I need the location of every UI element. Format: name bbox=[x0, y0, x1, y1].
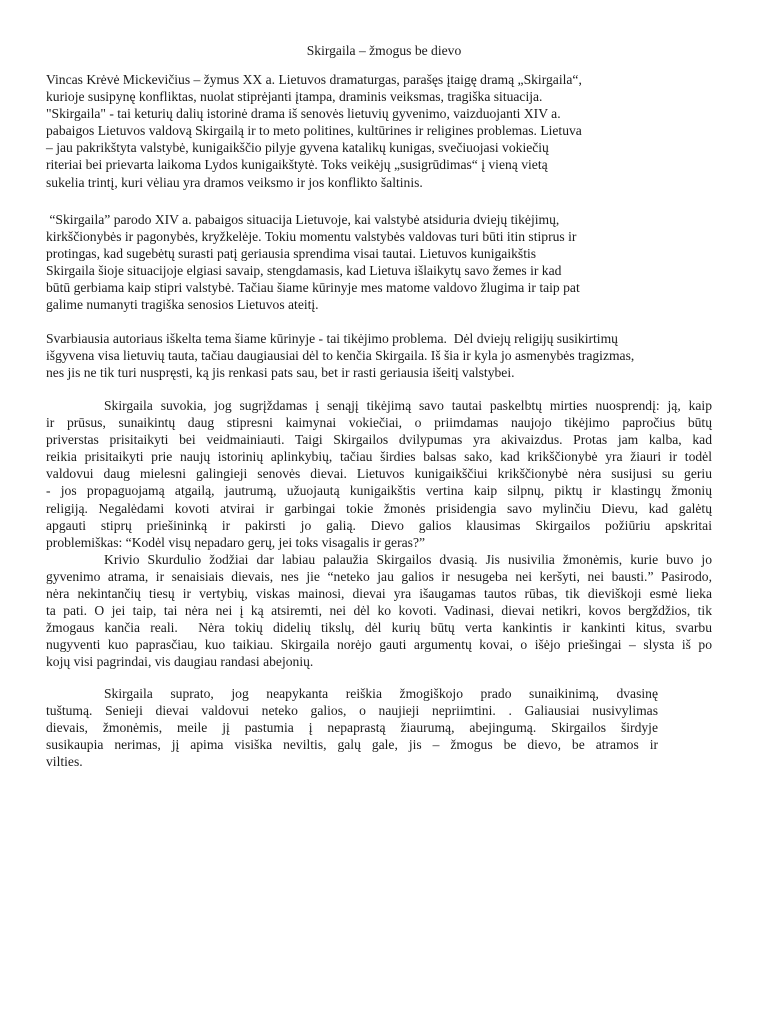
text-line: religiją. Negalėdami kovoti atvirai ir garbingai tokie žmonės prisidengia savo mylinčiu Dievu, kad galėtų bbox=[46, 500, 712, 516]
text-line: dievais, žmonėmis, meile jį pastumia į nepaprastą žiaurumą, abejingumą. Skirgailos širdyje bbox=[46, 720, 658, 736]
paragraph-theme bbox=[46, 330, 634, 381]
text-line: valdovui daug mielesni galingieji senovės dievai. Lietuvos kunigaikščiui krikščionybė nėra susijusi su geriu bbox=[46, 466, 712, 482]
text-line: protingas, kad sugebėtų surasti patį geriausia sprendima visai tautai. Lietuvos kunigaikštis bbox=[46, 246, 537, 262]
paragraph-situation bbox=[46, 211, 580, 314]
text-line: pabaigos Lietuvos valdovą Skirgailą ir to meto politines, kultūrines ir religines problemas. Lietuva bbox=[46, 123, 582, 139]
text-line: žmogaus kančia reali. Nėra tokių didelių tikslų, dėl kurių būtų verta kankintis ir kankinti kitus, svarbu bbox=[46, 620, 712, 636]
text-line: Skirgaila šioje situacijoje elgiasi savaip, stengdamasis, kad Lietuva išlaikytų savo žemes ir kad bbox=[46, 263, 562, 279]
text-line: kurioje susipynę konfliktas, nuolat stiprėjanti įtampa, draminis veiksmas, tragiška situacija. bbox=[46, 89, 543, 105]
text-line: Krivio Skurdulio žodžiai dar labiau palaužia Skirgailos dvasią. Jis nusivilia žmonėmis, kurie buvo jo bbox=[104, 551, 712, 567]
text-line: Skirgaila suvokia, jog sugrįždamas į senąjį tikėjimą savo tautai paskelbtų mirties nuosprendį: ją, kaip bbox=[104, 398, 712, 413]
text-line: riteriai bei prievarta laikoma Lydos kunigaikštytė. Toks veikėjų „susigrūdimas“ į vieną vietą bbox=[46, 157, 548, 173]
text-line: kojų visi pagrindai, vis daugiau randasi abejonių. bbox=[46, 654, 314, 670]
text-line: “Skirgaila” parodo XIV a. pabaigos situacija Lietuvoje, kai valstybė atsiduria dviejų tikėjimų, bbox=[46, 212, 560, 227]
text-line: "Skirgaila" - tai keturių dalių istorinė drama iš senovės lietuvių gyvenimo, vaizduojanti XIV a. bbox=[46, 106, 561, 122]
text-line: - jos propaguojamą atgailą, jautrumą, užuojautą kunigaikštis vertina kaip silpnų, piktų ir klastingų žmonių bbox=[46, 483, 712, 499]
text-line: vilties. bbox=[46, 754, 83, 770]
text-line: ta pati. O jei taip, tai nėra nei į ką atsiremti, nei dėl ko kovoti. Vadinasi, dievai netikri, kovos bergždžios, tik bbox=[46, 603, 712, 619]
text-line: ir prūsus, sunaikintų daug stipresni kaimynai vokiečiai, o priimdamas naujojo tikėjimo papročius būtų bbox=[46, 415, 712, 431]
text-line: apgauti stiprų priešininką ir pakirsti jo galią. Dievo galios klausimas Skirgailos požiūriu apskritai bbox=[46, 517, 712, 533]
text-line: Skirgaila suprato, jog neapykanta reiškia žmogiškojo prado sunaikinimą, dvasinę bbox=[104, 686, 658, 701]
text-line: galime numanyti tragiška senosios Lietuvos ateitį. bbox=[46, 297, 319, 313]
text-line: Vincas Krėvė Mickevičius – žymus XX a. Lietuvos dramaturgas, parašęs įtaigę dramą „Skirgaila“, bbox=[46, 72, 582, 87]
text-line: Svarbiausia autoriaus iškelta tema šiame kūrinyje - tai tikėjimo problema. Dėl dviejų religijų susikirtimų bbox=[46, 331, 618, 346]
text-line: sukelia trintį, kuri vėliau yra dramos veiksmo ir jos konflikto šaltinis. bbox=[46, 174, 423, 190]
text-line: nes jis ne tik turi nuspręsti, ką jis renkasi pats sau, bet ir rasti geriausia išeitį valstybei. bbox=[46, 365, 515, 381]
text-line: problemiškas: “Kodėl visų nepadaro gerų, jei toks visagalis ir geras?” bbox=[46, 534, 426, 550]
text-line: tuštumą. Senieji dievai valdovui neteko galios, o naujieji nepriimtini. . Galiausiai nusivylimas bbox=[46, 703, 658, 719]
text-line: susikaupia nerimas, jį apima visiška neviltis, galų gale, jis – žmogus be dievo, be atramos ir bbox=[46, 737, 658, 753]
paragraph-analysis bbox=[46, 397, 712, 671]
text-line: – jau pakrikštyta valstybė, kunigaikščio pilyje gyvena katalikų kunigas, svečiuojasi vokiečių bbox=[46, 140, 549, 156]
paragraph-conclusion bbox=[46, 685, 658, 770]
text-line: nėra nekintančių tiesų ir vertybių, viskas mainosi, dievai yra išaugamas tautos rūbas, tik dieviškoji esmė lieka bbox=[46, 586, 712, 602]
paragraph-intro bbox=[46, 71, 582, 191]
document-title: Skirgaila – žmogus be dievo bbox=[306, 43, 462, 58]
text-line: išgyvena visa lietuvių tauta, tačiau daugiausiai dėl to kenčia Skirgaila. Iš šia ir kyla jo asmenybės tragizmas, bbox=[46, 348, 635, 364]
text-line: gyvenimo atrama, ir senaisiais dievais, nes jie “neteko jau galios ir nesugeba nei keršyti, nei bausti.” Pasirodo, bbox=[46, 568, 712, 584]
text-line: priverstas prisitaikyti bei veidmainiauti. Taigi Skirgailos dvilypumas yra akivaizdus. Protas jam kalba, kad bbox=[46, 432, 712, 448]
text-line: nugyventi kuo paprasčiau, kuo taikiau. Skirgaila norėjo gauti argumentų kovai, o išėjo priešingai – slysta iš po bbox=[46, 637, 712, 653]
text-line: reikia prisitaikyti prie naujų istorinių aplinkybių, tačiau širdies balsas sako, kad krikščionybė yra žiauri ir todėl bbox=[46, 449, 712, 465]
text-line: kirkščionybės ir pagonybės, kryžkelėje. Tokiu momentu valstybės valdovas turi būti itin stiprus ir bbox=[46, 229, 577, 245]
text-line: būtū gerbiama kaip stipri valstybė. Tačiau šiame kūrinyje mes matome valdovo žlugima ir taip pat bbox=[46, 280, 580, 296]
